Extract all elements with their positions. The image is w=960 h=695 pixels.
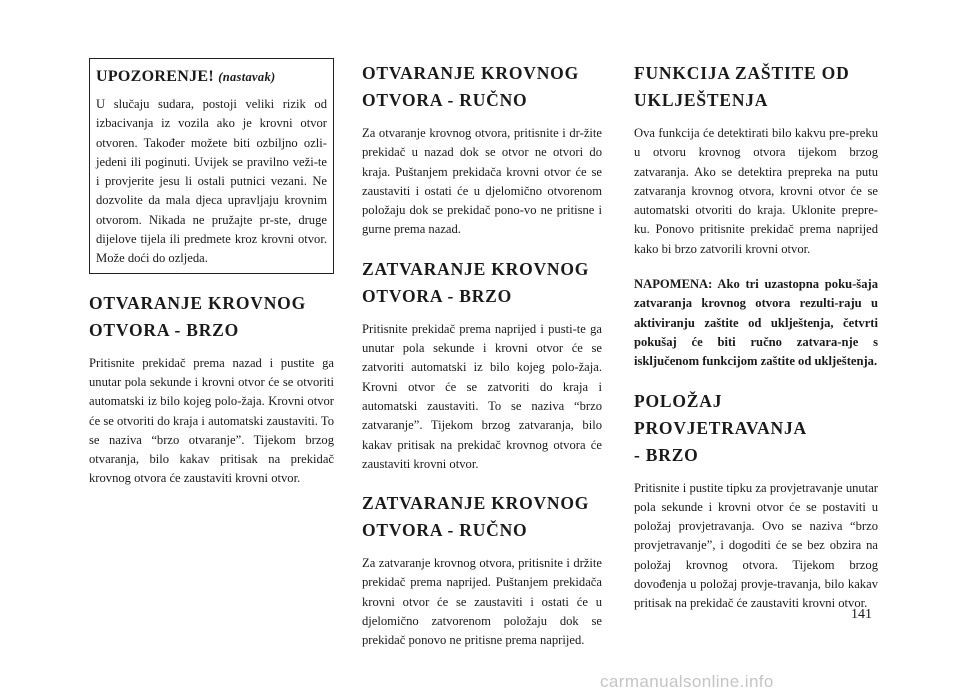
- section-body-open-fast: Pritisnite prekidač prema nazad i pustite ga unutar pola sekunde i krovni otvor će se otvoriti automatski iz bilo kojeg polo-žaja. Krovni otvor će se otvoriti do kraja i automatski zaustaviti. To se naziva “brzo otvaranje”. Tijekom brzog otvaranja, bilo kakav pritisak na prekidač krovnog otvora će zaustaviti krovni otvor.: [89, 355, 334, 486]
- note-pinch-protection: NAPOMENA: Ako tri uzastopna poku-šaja zatvaranja krovnog otvora rezulti-raju u aktiviranju zaštite od uklještenja, četvrti pokušaj će biti ručno zatvara-nje s isključenom funkcijom zaštite od uklještenja.: [634, 277, 878, 369]
- section-heading-close-manual: ZATVARANJE KROVNOG OTVORA - RUČNO: [362, 493, 590, 541]
- warning-box: [89, 58, 334, 274]
- section-heading-vent-fast: POLOŽAJ PROVJETRAVANJA - BRZO: [634, 390, 807, 465]
- column-left: [89, 58, 334, 505]
- warning-heading: [96, 67, 327, 87]
- watermark-text: carmanualsonline.info: [600, 672, 774, 691]
- warning-body: U slučaju sudara, postoji veliki rizik od izbacivanja iz vozila ako je krovni otvor otvoren. Također možete biti ozbiljno ozli-jedeni ili poginuti. Uvijek se pravilno veži-te i provjerite jesu li ostali putnici vezani. Ne dozvolite da mala djeca upravljaju krovnim otvorom. Nikada ne pružajte pr-ste, druge dijelove tijela ili predmete kroz krovni otvor. Može doći do ozljeda.: [96, 97, 327, 266]
- section-body-close-manual: Za zatvaranje krovnog otvora, pritisnite i držite prekidač prema naprijed. Puštanjem prekidača krovni otvor će se zaustaviti i ostati će u djelomično zatvorenom položaju dok se prekidač ponovo ne pritisne prema naprijed.: [362, 556, 602, 648]
- section-body-close-fast: Pritisnite prekidač prema naprijed i pusti-te ga unutar pola sekunde i krovni otvor će se zatvoriti automatski iz bilo kojeg polo-žaja. Krovni otvor će se zatvoriti do kraja i automatski zaustaviti. To se naziva “brzo zatvaranje”. Tijekom brzog zatvaranja, bilo kakav pritisak na prekidač krovnog otvora će zaustaviti krovni otvor.: [362, 321, 602, 471]
- page-number: 141: [851, 607, 872, 622]
- column-middle: [362, 60, 602, 667]
- section-body-vent-fast: Pritisnite i pustite tipku za provjetravanje unutar pola sekunde i krovni otvor će se postaviti u položaj provjetravanja. Ovo se naziva “brzo provjetravanje”, i dogoditi će se bez obzira na položaj krovnog otvora. Tijekom brzog dovođenja u položaj provje-travanja, bilo kakav pritisak na prekidač će zaustaviti krovni otvor.: [634, 480, 878, 611]
- section-body-open-manual: Za otvaranje krovnog otvora, pritisnite i dr-žite prekidač u nazad dok se otvor ne otvori do kraja. Puštanjem prekidača krovni otvor će se zaustaviti i ostati će u djelomično otvorenom položaju dok se prekidač pono-vo ne pritisne i gurne prema nazad.: [362, 126, 602, 237]
- column-right: [634, 60, 878, 630]
- warning-title: UPOZORENJE!: [96, 68, 214, 85]
- section-heading-open-fast: OTVARANJE KROVNOG OTVORA - BRZO: [89, 292, 306, 340]
- warning-subtitle: (nastavak): [218, 70, 276, 84]
- section-body-pinch-protection: Ova funkcija će detektirati bilo kakvu pre-preku u otvoru krovnog otvora tijekom brzog zatvaranja. Ako se detektira prepreka na putu zatvaranja krovnog otvora, krovni otvor će se automatski otvoriti do kraja. Uklonite prepre-ku. Ponovo pritisnite prekidač prema naprijed kako bi brzo zatvorili krovni otvor.: [634, 126, 878, 256]
- section-heading-pinch-protection: FUNKCIJA ZAŠTITE OD UKLJEŠTENJA: [634, 63, 850, 110]
- section-heading-open-manual: OTVARANJE KROVNOG OTVORA - RUČNO: [362, 63, 579, 110]
- section-heading-close-fast: ZATVARANJE KROVNOG OTVORA - BRZO: [362, 258, 590, 306]
